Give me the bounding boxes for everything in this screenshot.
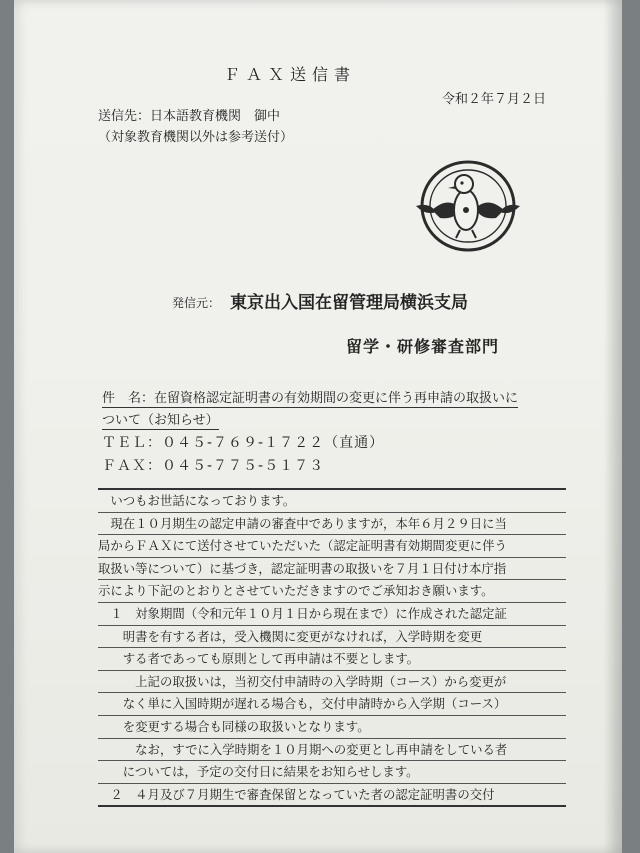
contact-fax: ＦＡＸ：０４５-７７５-５１７３ (102, 458, 325, 474)
body-line: 上記の取扱いは，当初交付申請時の入学時期（コース）から変更が (98, 671, 566, 694)
sender-name: 東京出入国在留管理局横浜支局 (230, 293, 468, 313)
document-date: 令和２年７月２日 (442, 92, 547, 107)
body-line: する者であっても原則として再申請は不要とします。 (98, 648, 566, 671)
body-line: 取扱い等について）に基づき，認定証明書の取扱いを７月１日付け本庁指 (98, 558, 566, 581)
body-line: については，予定の交付日に結果をお知らせします。 (98, 761, 566, 784)
body-line: を変更する場合も同様の取扱いとなります。 (98, 716, 566, 739)
fax-title: ＦＡＸ送信書 (224, 65, 357, 84)
contact-tel: ＴＥＬ：０４５-７６９-１７２２（直通） (102, 435, 385, 451)
recipient-note: （対象教育機関以外は参考送付） (98, 130, 294, 145)
body-line: 局からＦＡＸにて送付させていただいた（認定証明書有効期間変更に伴う (98, 535, 566, 558)
body-line: ２ ４月及び７月期生で審査保留となっていた者の認定証明書の交付 (98, 784, 566, 808)
recipient-line: 送信先：日本語教育機関 御中 (98, 109, 281, 124)
body-line: １ 対象期間（令和元年１０月１日から現在まで）に作成された認定証 (98, 603, 566, 626)
sender-label: 発信元： (172, 296, 221, 310)
immigration-bureau-emblem-icon (412, 158, 524, 254)
body-line: なく単に入国時期が遅れる場合も，交付申請時から入学期（コース） (98, 693, 566, 716)
body-line: 現在１０月期生の認定申請の審査中でありますが，本年６月２９日に当 (98, 513, 566, 536)
subject-line-2: ついて（お知らせ） (102, 409, 219, 430)
sender-department: 留学・研修審査部門 (346, 337, 500, 356)
body-line: 示により下記のとおりとさせていただきますのでご承知おき願います。 (98, 580, 566, 603)
body-line: いつもお世話になっております。 (98, 488, 566, 513)
subject-line-1: 件 名：在留資格認定証明書の有効期間の変更に伴う再申請の取扱いに (102, 387, 518, 408)
body-line: なお，すでに入学時期を１０月期への変更とし再申請をしている者 (98, 739, 566, 762)
paper-edge-shadow (604, 0, 622, 853)
body-line: 明書を有する者は，受入機関に変更がなければ，入学時期を変更 (98, 626, 566, 649)
fax-document-page (14, 0, 622, 853)
body-text-block (98, 488, 566, 807)
